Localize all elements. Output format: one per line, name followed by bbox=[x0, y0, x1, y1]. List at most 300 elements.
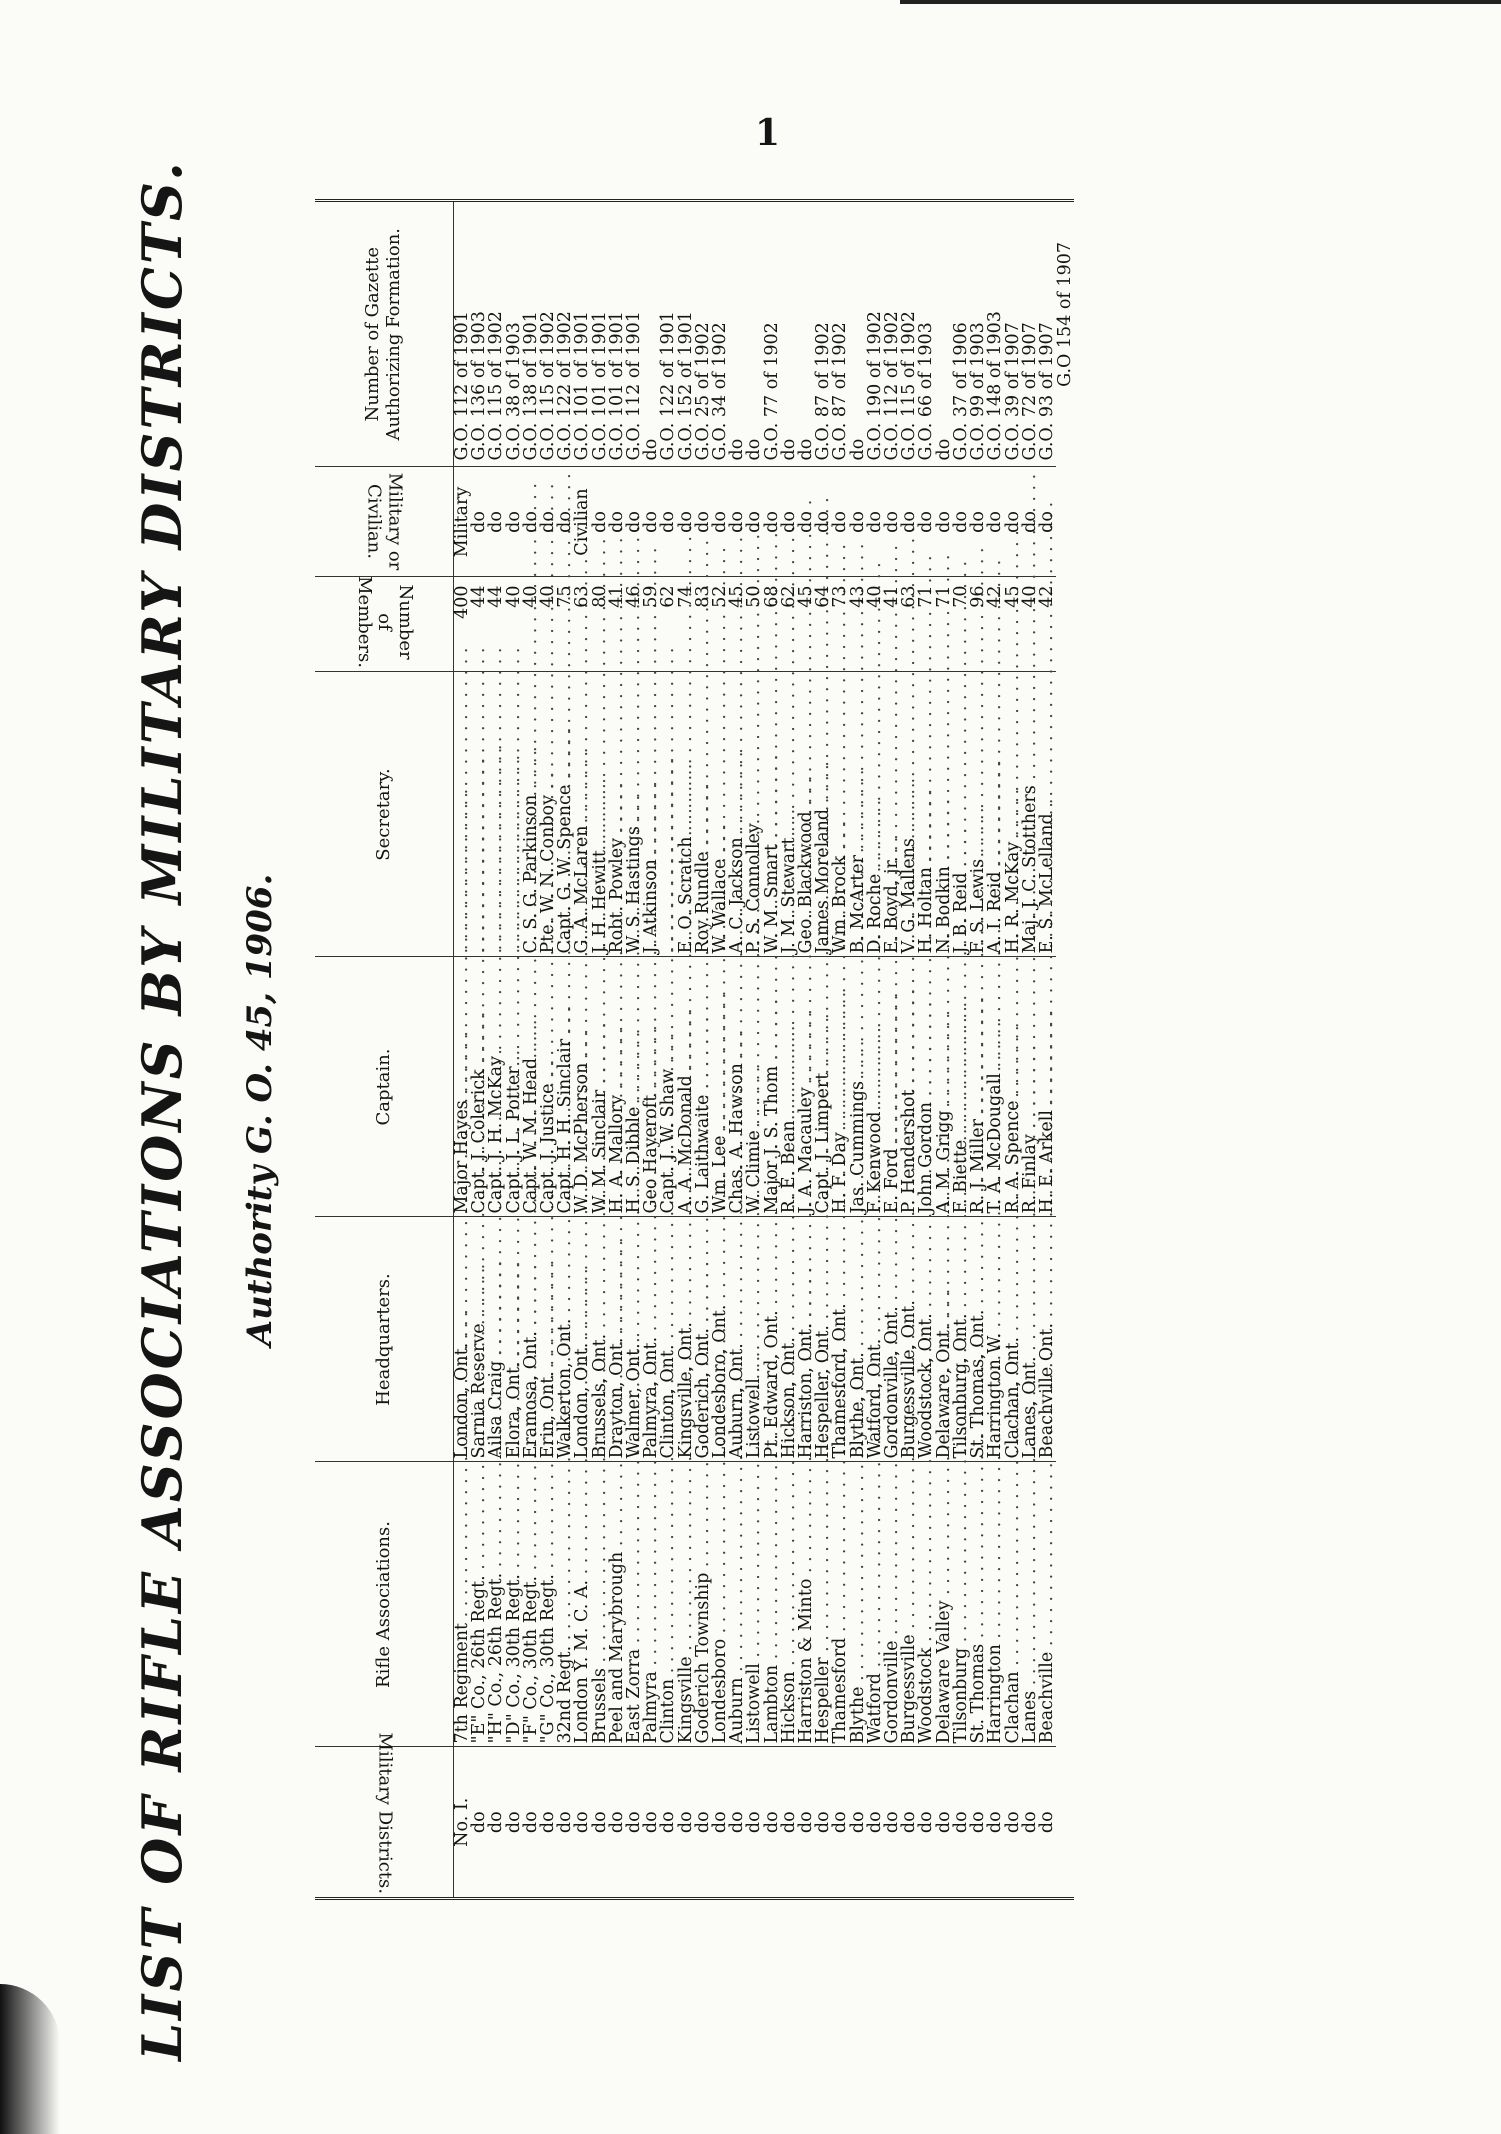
headquarters-text: Elora, Ont. bbox=[503, 1361, 524, 1459]
cell-secretary bbox=[1036, 672, 1057, 957]
district-text: do bbox=[899, 1811, 920, 1834]
association-text: Clachan bbox=[1002, 1671, 1023, 1744]
cell-association bbox=[1036, 1462, 1057, 1747]
district-text: do bbox=[469, 1811, 490, 1834]
members-text: 83 bbox=[692, 585, 713, 608]
associations-table-wrap bbox=[315, 199, 1074, 1900]
military-text: do bbox=[813, 511, 834, 533]
secretary-text: J. B. Reid bbox=[950, 872, 971, 954]
members-text: 43 bbox=[847, 585, 868, 608]
members-text: 42 bbox=[985, 585, 1006, 608]
secretary-text: F. S. Lewis bbox=[968, 858, 989, 954]
secretary-text: B. McArter bbox=[847, 855, 868, 954]
gazette-text: G.O. 87 of 1902 bbox=[813, 322, 834, 461]
members-text: 70 bbox=[950, 585, 971, 608]
header-headquarters: Headquarters. bbox=[315, 1217, 454, 1462]
military-text: do bbox=[606, 511, 627, 533]
captain-text: Capt. H. H. Sinclair bbox=[555, 1038, 576, 1214]
district-text: do bbox=[727, 1811, 748, 1834]
members-text: 80 bbox=[589, 585, 610, 608]
gazette-text: G.O. 122 of 1901 bbox=[658, 311, 679, 461]
district-text: do bbox=[503, 1811, 524, 1834]
cell-captain bbox=[1036, 957, 1057, 1217]
captain-text: W. M. Sinclair bbox=[589, 1089, 610, 1214]
members-text: 62 bbox=[778, 585, 799, 608]
members-text: 45 bbox=[1002, 585, 1023, 608]
district-text: do bbox=[847, 1811, 868, 1834]
captain-text: Capt. W. M. Head bbox=[520, 1057, 541, 1214]
military-text: do bbox=[710, 511, 731, 533]
header-captain: Captain. bbox=[315, 957, 454, 1217]
members-text: 41 bbox=[606, 585, 627, 608]
captain-text: Capt. J. Limpert bbox=[813, 1072, 834, 1214]
association-text: Delaware Valley bbox=[933, 1600, 954, 1744]
district-text: do bbox=[1036, 1811, 1057, 1834]
association-text: Londesboro bbox=[710, 1638, 731, 1744]
district-text: do bbox=[778, 1811, 799, 1834]
cell-gazette bbox=[729, 202, 746, 467]
secretary-text: H. R. McKay bbox=[1002, 841, 1023, 954]
secretary-text: E. Boyd, jr. bbox=[882, 856, 903, 954]
district-text: do bbox=[641, 1811, 662, 1834]
gazette-text: do bbox=[641, 438, 662, 461]
headquarters-text: Sarnia Reserve bbox=[469, 1323, 490, 1459]
district-text: do bbox=[933, 1811, 954, 1834]
district-text: do bbox=[1019, 1811, 1040, 1834]
military-text: do bbox=[469, 511, 490, 533]
header-members bbox=[315, 577, 454, 672]
captain-text: E. Ford bbox=[882, 1148, 903, 1214]
military-text: do bbox=[1036, 511, 1057, 533]
headquarters-text: Tilsonburg, Ont. bbox=[950, 1313, 971, 1459]
secretary-text: P. S. Connolley bbox=[744, 823, 765, 954]
district-text: do bbox=[486, 1811, 507, 1834]
association-text: Palmyra bbox=[641, 1671, 662, 1744]
headquarters-text: Walmer, Ont. bbox=[624, 1343, 645, 1459]
members-text: 50 bbox=[744, 585, 765, 608]
secretary-text: Wm. Brock bbox=[830, 855, 851, 954]
captain-text: R. Finlay bbox=[1019, 1134, 1040, 1214]
members-text: 63 bbox=[899, 585, 920, 608]
captain-text: Capt. J. Justice bbox=[538, 1083, 559, 1214]
gazette-text: G.O. 115 of 1902 bbox=[486, 311, 507, 461]
page-title: LIST OF RIFLE ASSOCIATIONS BY MILITARY DISTRICTS. bbox=[130, 159, 194, 2061]
gazette-text: do bbox=[778, 438, 799, 461]
header-district-text: Military Districts. bbox=[374, 1732, 396, 1894]
members-text: 41 bbox=[882, 585, 903, 608]
headquarters-text: Harriston, Ont. bbox=[796, 1323, 817, 1459]
header-secretary: Secretary. bbox=[315, 672, 454, 957]
captain-text: G. Laithwaite bbox=[692, 1094, 713, 1214]
association-text: 32nd Regt. bbox=[555, 1645, 576, 1744]
association-text: Burgessville bbox=[899, 1634, 920, 1744]
header-row bbox=[315, 202, 454, 1897]
header-district bbox=[315, 1732, 454, 1897]
secretary-text: V. G. Mallens bbox=[899, 838, 920, 954]
military-text: Military bbox=[452, 486, 472, 558]
captain-text: Jas. Cummings bbox=[847, 1081, 868, 1214]
captain-text: R. E. Bean bbox=[778, 1120, 799, 1214]
captain-text: John Gordon bbox=[916, 1101, 937, 1214]
headquarters-text: Harrington W. bbox=[985, 1333, 1006, 1459]
gazette-text: G.O. 122 of 1902 bbox=[555, 311, 576, 461]
captain-text: H. S. Dibble bbox=[624, 1106, 645, 1214]
captain-text: J. A. Macauley bbox=[796, 1087, 817, 1214]
header-association: Rifle Associations. bbox=[315, 1462, 454, 1747]
secretary-text: W. M. Smart bbox=[761, 843, 782, 954]
district-text: do bbox=[606, 1811, 627, 1834]
military-text: do bbox=[761, 511, 782, 533]
association-text: "D" Co., 30th Regt. bbox=[503, 1574, 524, 1744]
header-members-text: Number of Members. bbox=[353, 576, 417, 669]
members-text: 62 bbox=[658, 585, 679, 608]
captain-text: Capt. J. L. Potter bbox=[503, 1066, 524, 1214]
captain-text: Geo Hayeroft bbox=[641, 1094, 662, 1214]
members-text: 45 bbox=[727, 585, 748, 608]
district-text: do bbox=[520, 1811, 541, 1834]
captain-text: Wm. Lee bbox=[710, 1135, 731, 1214]
members-text: 68 bbox=[761, 585, 782, 608]
association-text: Goderich Township bbox=[692, 1572, 713, 1744]
headquarters-text: Walkerton, Ont. bbox=[555, 1318, 576, 1459]
captain-text: W. Climie bbox=[744, 1130, 765, 1214]
military-text: do bbox=[520, 511, 541, 533]
headquarters-text: Londesboro, Ont. bbox=[710, 1304, 731, 1459]
gazette-text: G.O. 101 of 1901 bbox=[606, 311, 627, 461]
secretary-text: H. Holtan bbox=[916, 866, 937, 954]
captain-text: H. A. Mallory bbox=[606, 1095, 627, 1214]
association-text: St. Thomas bbox=[968, 1643, 989, 1744]
gazette-text: G.O. 93 of 1907 bbox=[1036, 322, 1057, 461]
captain-text: A. M. Grigg bbox=[933, 1110, 954, 1214]
district-text: do bbox=[830, 1811, 851, 1834]
headquarters-text: Clinton, Ont. bbox=[658, 1344, 679, 1459]
military-text: do bbox=[933, 511, 954, 533]
military-text: do bbox=[1019, 511, 1040, 533]
military-text: do bbox=[796, 511, 817, 533]
gazette-text: G.O. 112 of 1901 bbox=[452, 311, 472, 461]
district-text: do bbox=[675, 1811, 696, 1834]
leader-dots bbox=[1037, 502, 1057, 814]
headquarters-text: Hickson, Ont. bbox=[778, 1337, 799, 1459]
headquarters-text: Auburn, Ont. bbox=[727, 1343, 748, 1459]
headquarters-text: St. Thomas, Ont. bbox=[968, 1309, 989, 1459]
secretary-text: W. Wallace bbox=[710, 858, 731, 954]
headquarters-text: London, Ont. bbox=[572, 1342, 593, 1459]
secretary-text: J. H. Hewitt bbox=[589, 850, 610, 954]
captain-text: Chas. A. Hawson bbox=[727, 1063, 748, 1214]
secretary-text: G. A. McLaren bbox=[572, 825, 593, 954]
association-text: Listowell bbox=[744, 1663, 765, 1744]
district-text: do bbox=[744, 1811, 765, 1834]
members-text: 64 bbox=[813, 585, 834, 608]
association-text: Brussels bbox=[589, 1668, 610, 1744]
gazette-text: G.O. 39 of 1907 bbox=[1002, 322, 1023, 461]
district-text: No. I. bbox=[452, 1797, 472, 1847]
district-text: do bbox=[796, 1811, 817, 1834]
military-text: do bbox=[1002, 511, 1023, 533]
cell-headquarters bbox=[1036, 1217, 1057, 1462]
association-text: Peel and Marybrough bbox=[606, 1551, 627, 1744]
district-text: do bbox=[761, 1811, 782, 1834]
district-text: do bbox=[572, 1811, 593, 1834]
district-text: do bbox=[864, 1811, 885, 1834]
headquarters-text: Watford, Ont. bbox=[864, 1338, 885, 1459]
secretary-text: Maj. J. C. Stotthers bbox=[1019, 785, 1040, 954]
headquarters-text: Eramosa, Ont. bbox=[520, 1331, 541, 1459]
gazette-text: G.O. 25 of 1902 bbox=[692, 322, 713, 461]
members-text: 73 bbox=[830, 585, 851, 608]
cell-gazette bbox=[1036, 202, 1057, 467]
gazette-text: G.O. 99 of 1903 bbox=[968, 322, 989, 461]
association-text: 7th Regiment bbox=[452, 1622, 472, 1744]
cell-gazette bbox=[761, 202, 782, 467]
captain-text: Capt. J. W. Shaw bbox=[658, 1068, 679, 1214]
association-text: Lanes bbox=[1019, 1690, 1040, 1744]
cell-gazette bbox=[626, 202, 643, 467]
gazette-text: G.O. 34 of 1902 bbox=[710, 322, 731, 461]
headquarters-text: Hespeller, Ont. bbox=[813, 1325, 834, 1459]
secretary-text: W. S. Hastings bbox=[624, 826, 645, 954]
association-text: Harrington bbox=[985, 1644, 1006, 1744]
military-text: do bbox=[555, 511, 576, 533]
gazette-text: G.O. 66 of 1903 bbox=[916, 322, 937, 461]
members-text: 42 bbox=[1036, 585, 1057, 608]
cell-district bbox=[1036, 1747, 1057, 1897]
military-text: do bbox=[675, 511, 696, 533]
header-military-text: Military or Civilian. bbox=[364, 473, 406, 571]
cell-gazette bbox=[712, 202, 729, 467]
military-text: do bbox=[968, 511, 989, 533]
military-text: Civilian bbox=[572, 488, 593, 556]
captain-text: F. Kenwood bbox=[864, 1111, 885, 1214]
association-text: "E" Co., 26th Regt. bbox=[469, 1575, 490, 1744]
members-text: 71 bbox=[916, 585, 937, 608]
military-text: do bbox=[624, 511, 645, 533]
association-text: London Y. M. C. A. bbox=[572, 1579, 593, 1744]
cell-gazette bbox=[832, 202, 849, 467]
secretary-text: Geo. Blackwood bbox=[796, 811, 817, 954]
secretary-text: Robt. Powley bbox=[606, 838, 627, 954]
gazette-text: G.O. 115 of 1902 bbox=[538, 311, 559, 461]
district-text: do bbox=[916, 1811, 937, 1834]
gazette-text: G.O. 138 of 1901 bbox=[520, 311, 541, 461]
district-text: do bbox=[813, 1811, 834, 1834]
authority-line: Authority G. O. 45, 1906. bbox=[240, 873, 280, 1347]
association-text: Clinton bbox=[658, 1678, 679, 1744]
headquarters-text: Thamesford, Ont. bbox=[830, 1303, 851, 1459]
association-text: Thamesford bbox=[830, 1637, 851, 1744]
captain-text: T. A. McDougall bbox=[985, 1073, 1006, 1214]
associations-table bbox=[315, 202, 1056, 1897]
headquarters-text: London, Ont. bbox=[452, 1342, 472, 1459]
header-military bbox=[315, 467, 454, 577]
association-text: Tilsonburg bbox=[950, 1647, 971, 1744]
top-rule bbox=[900, 0, 1501, 4]
headquarters-text: Brussels, Ont. bbox=[589, 1333, 610, 1459]
military-text: do bbox=[692, 511, 713, 533]
headquarters-text: Delaware, Ont. bbox=[933, 1324, 954, 1459]
headquarters-text: Palmyra, Ont. bbox=[641, 1336, 662, 1459]
association-text: "G" Co., 30th Regt. bbox=[538, 1574, 559, 1744]
members-text: 44 bbox=[486, 585, 507, 608]
association-text: Blythe bbox=[847, 1686, 868, 1744]
captain-text: W. D. McPherson bbox=[572, 1062, 593, 1214]
association-text: Watford bbox=[864, 1672, 885, 1744]
military-text: do bbox=[950, 511, 971, 533]
district-text: do bbox=[692, 1811, 713, 1834]
military-text: do bbox=[538, 511, 559, 533]
gazette-text: G.O. 87 of 1902 bbox=[830, 322, 851, 461]
gazette-text: do bbox=[796, 438, 817, 461]
gazette-text: do bbox=[933, 438, 954, 461]
headquarters-text: Kingsville, Ont. bbox=[675, 1322, 696, 1459]
members-text: 40 bbox=[864, 585, 885, 608]
military-text: do bbox=[658, 511, 679, 533]
military-text: do bbox=[899, 511, 920, 533]
military-text: do bbox=[985, 511, 1006, 533]
members-text: 40 bbox=[1019, 585, 1040, 608]
captain-text: F. Biette bbox=[950, 1139, 971, 1214]
members-text: 52 bbox=[710, 585, 731, 608]
headquarters-text: Goderich, Ont. bbox=[692, 1328, 713, 1459]
association-text: "F" Co., 30th Regt. bbox=[520, 1575, 541, 1744]
headquarters-text: Lanes, Ont. bbox=[1019, 1356, 1040, 1459]
secretary-text: James Moreland bbox=[813, 808, 834, 954]
association-text: Hespeller bbox=[813, 1657, 834, 1744]
captain-text: R. A. Spence bbox=[1002, 1100, 1023, 1214]
gazette-text: G.O. 136 of 1903 bbox=[469, 311, 490, 461]
military-text: do bbox=[503, 511, 524, 533]
table-row bbox=[1039, 202, 1056, 1897]
military-text: do bbox=[589, 511, 610, 533]
members-text: 71 bbox=[933, 585, 954, 608]
cell-gazette bbox=[778, 202, 799, 467]
header-gazette: Number of Gazette Authorizing Formation. bbox=[315, 202, 454, 467]
members-text: 400 bbox=[452, 585, 472, 619]
members-text: 96 bbox=[968, 585, 989, 608]
secretary-text: A. C. Jackson bbox=[727, 837, 748, 954]
gazette-text: do bbox=[744, 438, 765, 461]
members-text: 63 bbox=[572, 585, 593, 608]
district-text: do bbox=[882, 1811, 903, 1834]
secretary-text: J. Atkinson bbox=[641, 859, 662, 954]
military-text: do bbox=[727, 511, 748, 533]
district-text: do bbox=[624, 1811, 645, 1834]
secretary-text: E. O. Scratch bbox=[675, 836, 696, 954]
district-text: do bbox=[658, 1811, 679, 1834]
secretary-text: Capt. G. W. Spence bbox=[555, 784, 576, 954]
members-text: 40 bbox=[503, 585, 524, 608]
headquarters-text: Woodstock, Ont. bbox=[916, 1313, 937, 1459]
secretary-text: E. S. McLelland bbox=[1036, 813, 1057, 954]
rotated-page bbox=[50, 130, 1470, 2090]
military-text: do bbox=[778, 511, 799, 533]
military-text: do bbox=[864, 511, 885, 533]
association-text: Lambton bbox=[761, 1664, 782, 1744]
association-text: Auburn bbox=[727, 1677, 748, 1744]
association-text: Kingsville bbox=[675, 1656, 696, 1744]
cell-gazette bbox=[918, 202, 935, 467]
page-number: 1 bbox=[755, 112, 781, 154]
members-text: 59 bbox=[641, 585, 662, 608]
district-text: do bbox=[589, 1811, 610, 1834]
gazette-text: G.O. 112 of 1901 bbox=[624, 311, 645, 461]
district-text: do bbox=[555, 1811, 576, 1834]
gazette-text: G.O. 101 of 1901 bbox=[589, 311, 610, 461]
captain-text: H. F. Day bbox=[830, 1132, 851, 1214]
gazette-text: G.O. 37 of 1906 bbox=[950, 322, 971, 461]
secretary-text: C. S. G. Parkinson bbox=[520, 794, 541, 954]
headquarters-text: Erin, Ont. bbox=[538, 1371, 559, 1459]
secretary-text: J. M. Stewart bbox=[778, 837, 799, 954]
headquarters-text: Blythe, Ont. bbox=[847, 1352, 868, 1459]
gazette-text: G.O. 115 of 1902 bbox=[899, 311, 920, 461]
association-text: Harriston & Minto bbox=[796, 1578, 817, 1744]
association-text: Hickson bbox=[778, 1671, 799, 1744]
association-text: Gordonville bbox=[882, 1640, 903, 1744]
military-text: do bbox=[641, 511, 662, 533]
headquarters-text: Gordonville, Ont. bbox=[882, 1306, 903, 1459]
secretary-text: Pte. W. N. Conboy bbox=[538, 795, 559, 954]
secretary-text: N. Bodkin bbox=[933, 866, 954, 954]
members-text: 46 bbox=[624, 585, 645, 608]
headquarters-text: Drayton, Ont. bbox=[606, 1337, 627, 1459]
captain-text: Major Hayes bbox=[452, 1100, 472, 1214]
headquarters-text: Beachville Ont. bbox=[1036, 1322, 1057, 1459]
military-text: do bbox=[830, 511, 851, 533]
members-text: 40 bbox=[538, 585, 559, 608]
gazette-text: G.O. 152 of 1901 bbox=[675, 311, 696, 461]
gazette-text: G.O. 101 of 1901 bbox=[572, 311, 593, 461]
military-text: do bbox=[847, 511, 868, 533]
association-text: Woodstock bbox=[916, 1647, 937, 1744]
district-text: do bbox=[968, 1811, 989, 1834]
gazette-text: G.O. 148 of 1903 bbox=[985, 311, 1006, 461]
association-text: East Zorra bbox=[624, 1648, 645, 1744]
gazette-text: G.O. 190 of 1902 bbox=[864, 311, 885, 461]
headquarters-text: Ailsa Craig bbox=[486, 1360, 507, 1459]
district-text: do bbox=[710, 1811, 731, 1834]
captain-text: Capt. J. Colerick bbox=[469, 1069, 490, 1214]
secretary-text: Roy Rundle bbox=[692, 851, 713, 954]
captain-text: H. E. Arkell bbox=[1036, 1110, 1057, 1214]
military-text: do bbox=[882, 511, 903, 533]
association-text: "H" Co., 26th Regt. bbox=[486, 1572, 507, 1744]
gazette-text: G.O. 72 of 1907 bbox=[1019, 322, 1040, 461]
headquarters-text: Pt. Edward, Ont. bbox=[761, 1310, 782, 1459]
military-text: do bbox=[744, 511, 765, 533]
district-text: do bbox=[985, 1811, 1006, 1834]
gazette-text: do bbox=[847, 438, 868, 461]
members-text: 74 bbox=[675, 585, 696, 608]
gazette-text: G.O. 77 of 1902 bbox=[761, 322, 782, 461]
captain-text: Capt. J. H. McKay bbox=[486, 1056, 507, 1214]
captain-text: A. A. McDonald bbox=[675, 1075, 696, 1214]
district-text: do bbox=[1002, 1811, 1023, 1834]
gazette-text: G.O. 112 of 1902 bbox=[882, 311, 903, 461]
members-text: 75 bbox=[555, 585, 576, 608]
military-text: do bbox=[486, 511, 507, 533]
table-body bbox=[454, 202, 1057, 1897]
gazette-text: do bbox=[727, 438, 748, 461]
district-text: do bbox=[538, 1811, 559, 1834]
secretary-text: A. I. Reid bbox=[985, 871, 1006, 954]
captain-text: Major J. S. Thom bbox=[761, 1065, 782, 1214]
headquarters-text: Burgessville, Ont. bbox=[899, 1300, 920, 1459]
headquarters-text: Listowell bbox=[744, 1378, 765, 1459]
members-text: 40 bbox=[520, 585, 541, 608]
